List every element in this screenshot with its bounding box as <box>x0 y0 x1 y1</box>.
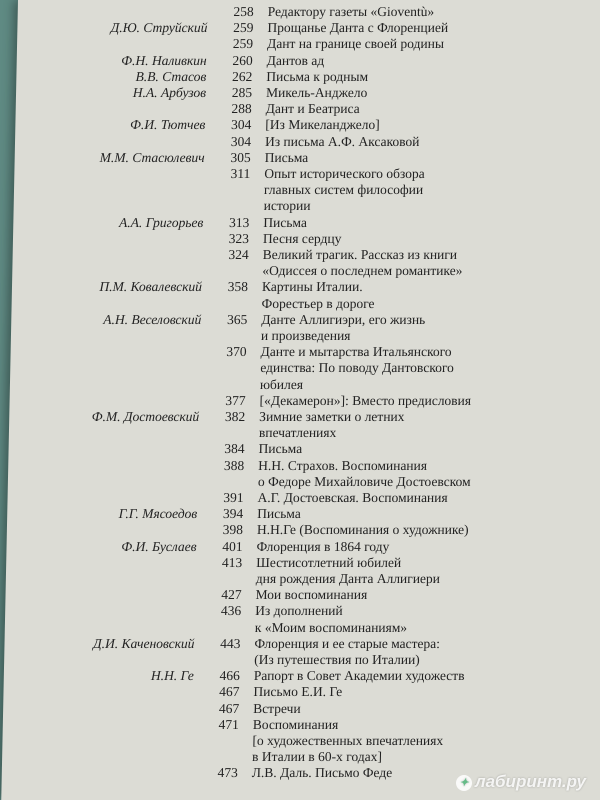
toc-page-number: 313 <box>228 214 250 230</box>
toc-title: [о художественных впечатлениях <box>252 733 444 748</box>
toc-page-number: 471 <box>218 716 239 732</box>
toc-page-number: 427 <box>221 587 242 603</box>
toc-author: М.М. Стасюлевич <box>99 149 205 165</box>
toc-title: Письма к родным <box>266 68 369 84</box>
toc-title: к «Моим воспоминаниям» <box>254 619 408 635</box>
toc-author: А.А. Григорьев <box>119 214 204 230</box>
toc-page-number: 358 <box>227 279 249 295</box>
toc-title: Песня сердцу <box>262 230 342 246</box>
toc-title: «Одиссея о последнем романтике» <box>262 263 463 279</box>
toc-title: Н.Н.Ге (Воспоминания о художнике) <box>256 522 469 538</box>
toc-title: Н.Н. Страхов. Воспоминания <box>258 457 428 473</box>
watermark-text: лабиринт.ру <box>475 772 586 791</box>
toc-page-number: 377 <box>225 392 246 408</box>
toc-title: Из дополнений <box>255 603 343 619</box>
toc-title: Дант и Беатриса <box>265 101 360 117</box>
toc-title: Л.В. Даль. Письмо Феде <box>251 765 393 781</box>
toc-author: Д.И. Каченовский <box>92 635 195 651</box>
toc-page-number: 262 <box>231 68 253 84</box>
toc-title: Рапорт в Совет Академии художеств <box>253 668 465 684</box>
toc-author: Г.Г. Мясоедов <box>118 506 198 522</box>
toc-page-number: 259 <box>233 20 254 36</box>
toc-page-number: 382 <box>224 409 246 424</box>
toc-title: дня рождения Данта Аллигиери <box>255 571 441 586</box>
labyrinth-logo-icon: ✦ <box>456 775 472 791</box>
toc-title: Редактору газеты «Gioventù» <box>267 4 435 19</box>
toc-author: П.М. Ковалевский <box>99 279 203 295</box>
toc-page-number: 365 <box>226 311 248 327</box>
toc-title: Дант на границе своей родины <box>266 36 445 52</box>
toc-title: Шестисотлетний юбилей <box>256 554 402 570</box>
toc-page-number: 473 <box>217 765 238 781</box>
toc-title: Мои воспоминания <box>255 587 368 603</box>
toc-title: Картины Италии. <box>261 279 363 295</box>
toc-title: Зимние заметки о летних <box>259 409 405 424</box>
watermark <box>456 772 586 792</box>
toc-page-number: 401 <box>222 538 243 554</box>
toc-title: о Федоре Михайловиче Достоевском <box>257 473 471 489</box>
toc-page-number: 260 <box>232 52 253 68</box>
toc-author: Ф.Н. Наливкин <box>121 52 207 68</box>
toc-page-number: 258 <box>233 4 254 19</box>
toc-title: и произведения <box>260 328 351 343</box>
toc-title: впечатлениях <box>258 425 337 441</box>
toc-author: Д.Ю. Струйский <box>110 20 208 36</box>
toc-page-number: 466 <box>219 668 241 684</box>
toc-title: (Из путешествия по Италии) <box>254 652 420 667</box>
toc-title: истории <box>263 198 311 214</box>
toc-page-number: 388 <box>223 457 245 473</box>
toc-author: Н.А. Арбузов <box>132 85 207 100</box>
toc-title: Опыт исторического обзора <box>264 166 425 181</box>
toc-page-number: 370 <box>226 344 247 360</box>
toc-title: единства: По поводу Дантовского <box>260 360 455 376</box>
toc-author: Ф.И. Тютчев <box>129 117 206 133</box>
toc-title: Великий трагик. Рассказ из книги <box>262 247 458 262</box>
book-page <box>1 0 600 800</box>
toc-page-number: 413 <box>221 554 243 570</box>
toc-page-number: 324 <box>228 247 249 262</box>
toc-title: в Италии в 60-х годах] <box>251 749 383 765</box>
toc-page-number: 311 <box>230 166 251 181</box>
toc-title: Дантов ад <box>266 52 325 68</box>
toc-page-number: 467 <box>218 700 240 716</box>
toc-author: В.В. Стасов <box>135 68 207 84</box>
toc-title: Флоренция в 1864 году <box>256 538 390 554</box>
toc-page-number: 384 <box>224 441 245 457</box>
toc-page-number: 394 <box>222 506 244 522</box>
toc-title: Флоренция и ее старые мастера: <box>254 635 441 651</box>
toc-title: Письма <box>258 441 303 457</box>
toc-page-number: 304 <box>230 117 252 133</box>
toc-page-number: 323 <box>228 230 250 246</box>
table-of-contents <box>1 0 600 800</box>
toc-author: Ф.И. Буслаев <box>121 538 197 554</box>
toc-title: Микель-Анджело <box>265 85 368 100</box>
toc-page-number: 305 <box>230 149 251 165</box>
toc-title: Данте и мытарства Итальянского <box>260 344 452 360</box>
toc-title: [Из Микеланджело] <box>265 117 380 133</box>
toc-title: А.Г. Достоевская. Воспоминания <box>257 490 448 505</box>
toc-page-number: 304 <box>230 133 252 149</box>
toc-title: юбилея <box>259 376 304 392</box>
toc-title: Письмо Е.И. Ге <box>253 684 343 700</box>
toc-author: Ф.М. Достоевский <box>91 409 200 424</box>
toc-title: Письма <box>263 214 308 230</box>
toc-page-number: 436 <box>220 603 242 619</box>
toc-author: Н.Н. Ге <box>150 668 195 684</box>
toc-title: Воспоминания <box>252 716 339 732</box>
toc-page-number: 285 <box>231 85 253 100</box>
toc-author: А.Н. Веселовский <box>103 311 202 327</box>
toc-title: [«Декамерон»]: Вместо предисловия <box>259 392 472 408</box>
toc-page-number: 467 <box>219 684 240 700</box>
toc-title: Прощанье Данта с Флоренцией <box>267 20 449 36</box>
toc-title: Письма <box>264 149 309 165</box>
toc-page-number: 259 <box>232 36 254 52</box>
toc-title: Письма <box>257 506 301 522</box>
toc-page-number: 398 <box>222 522 244 538</box>
toc-page-number: 391 <box>223 490 244 505</box>
toc-page-number: 288 <box>231 101 252 117</box>
toc-title: Данте Аллигиэри, его жизнь <box>261 311 426 327</box>
toc-title: главных систем философии <box>263 182 424 198</box>
toc-page-number: 443 <box>220 635 241 651</box>
toc-title: Форестьер в дороге <box>261 295 375 311</box>
toc-title: Встречи <box>253 700 301 716</box>
toc-title: Из письма А.Ф. Аксаковой <box>264 133 420 149</box>
